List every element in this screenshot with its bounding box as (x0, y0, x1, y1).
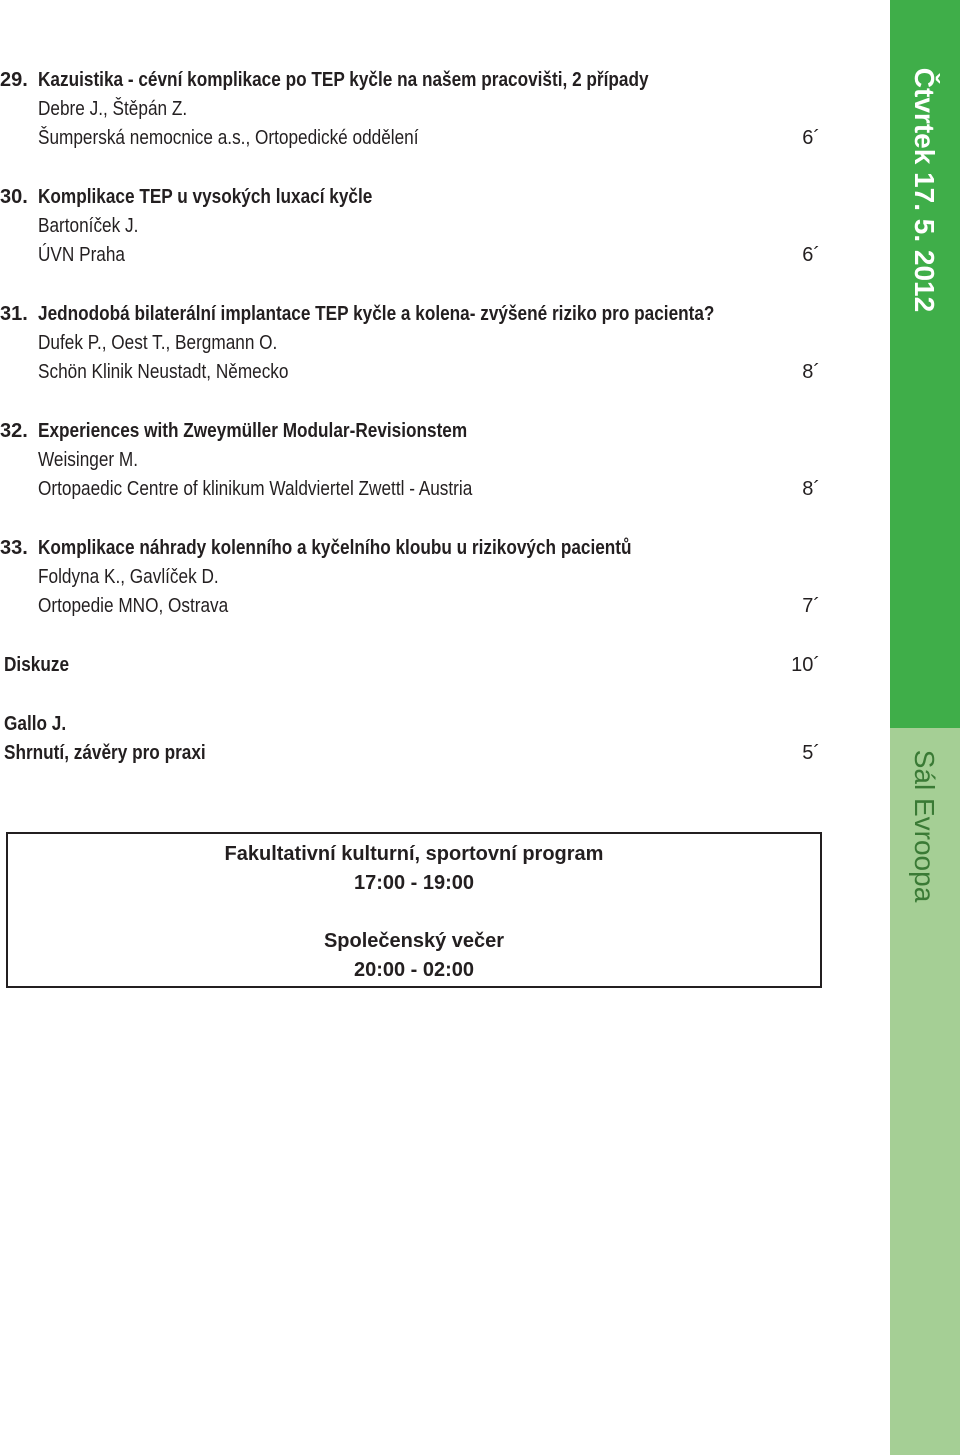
item-institution: ÚVN Praha (38, 244, 125, 266)
item-authors: Bartoníček J. (38, 215, 139, 237)
item-title: Komplikace náhrady kolenního a kyčelního kloubu u rizikových pacientů (38, 537, 632, 559)
item-title: Komplikace TEP u vysokých luxací kyčle (38, 186, 373, 208)
evening-title: Společenský večer (323, 930, 505, 952)
item-duration: 6´ (802, 127, 820, 149)
item-authors: Weisinger M. (38, 449, 139, 471)
item-institution: Ortopedie MNO, Ostrava (38, 595, 229, 617)
item-number: 31. (0, 303, 28, 325)
item-number: 33. (0, 537, 28, 559)
item-title: Experiences with Zweymüller Modular-Revisionstem (38, 420, 468, 442)
item-institution: Šumperská nemocnice a.s., Ortopedické oddělení (38, 127, 419, 149)
summary-label: Shrnutí, závěry pro praxi (4, 742, 206, 764)
date-text: Čtvrtek 17. 5. 2012 (909, 67, 940, 313)
discussion-label: Diskuze (4, 654, 70, 676)
item-institution: Ortopaedic Centre of klinikum Waldviertel Zwettl - Austria (38, 478, 473, 500)
item-title: Kazuistika - cévní komplikace po TEP kyčle na našem pracovišti, 2 případy (38, 69, 649, 91)
item-authors: Debre J., Štěpán Z. (38, 98, 188, 120)
item-institution: Schön Klinik Neustadt, Německo (38, 361, 289, 383)
item-authors: Foldyna K., Gavlíček D. (38, 566, 219, 588)
program-time: 17:00 - 19:00 (353, 872, 475, 894)
item-duration: 6´ (802, 244, 820, 266)
discussion-duration: 10´ (791, 654, 820, 676)
summary-speaker: Gallo J. (4, 713, 67, 735)
item-duration: 8´ (802, 478, 820, 500)
item-authors: Dufek P., Oest T., Bergmann O. (38, 332, 278, 354)
program-title: Fakultativní kulturní, sportovní program (224, 843, 604, 865)
summary-duration: 5´ (802, 742, 820, 764)
item-number: 29. (0, 69, 28, 91)
room-text: Sál Evroopa (909, 749, 940, 903)
item-duration: 8´ (802, 361, 820, 383)
item-number: 32. (0, 420, 28, 442)
item-title: Jednodobá bilaterální implantace TEP kyčle a kolena- zvýšené riziko pro pacienta? (38, 303, 715, 325)
item-duration: 7´ (802, 595, 820, 617)
social-program-box (6, 832, 822, 988)
item-number: 30. (0, 186, 28, 208)
evening-time: 20:00 - 02:00 (353, 959, 475, 981)
